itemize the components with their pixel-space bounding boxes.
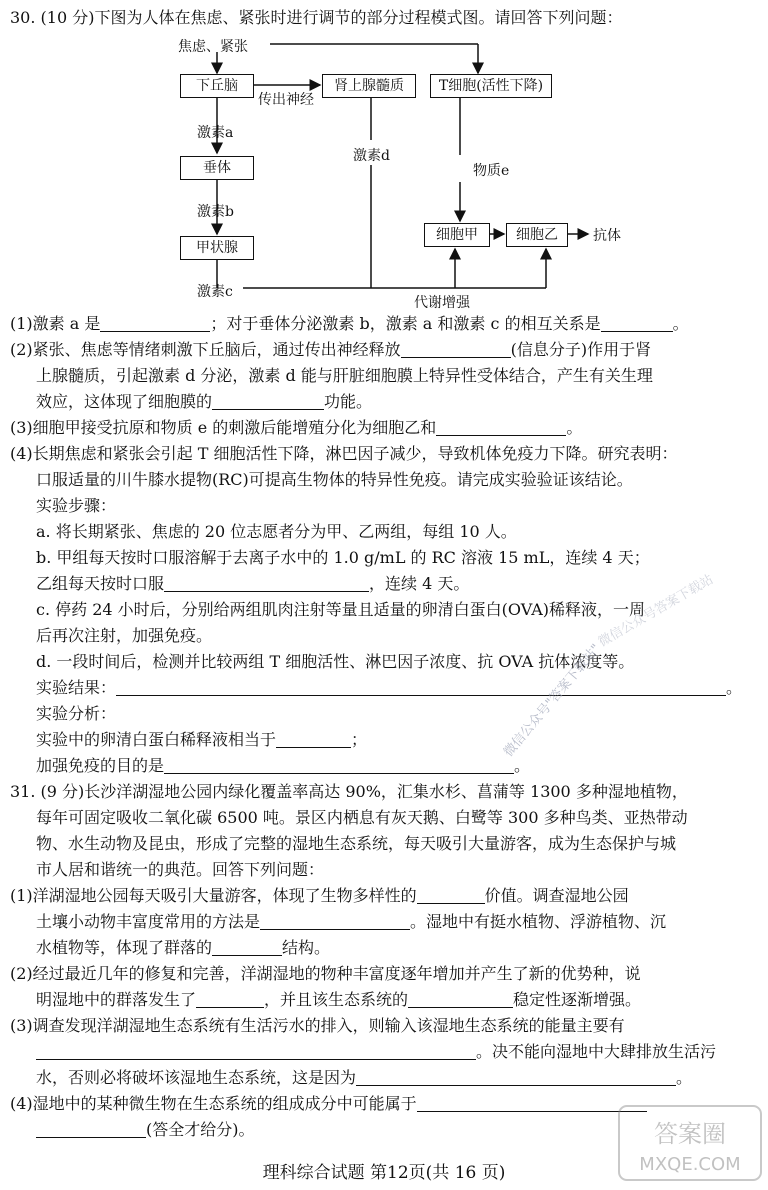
- answer-blank[interactable]: [276, 731, 351, 748]
- box-tcell: T细胞(活性下降): [430, 74, 552, 98]
- q30-step-a: a. 将长期紧张、焦虑的 20 位志愿者分为甲、乙两组，每组 10 人。: [36, 522, 517, 541]
- q31-stem-line1: 31. (9 分)长沙洋湖湿地公园内绿化覆盖率高达 90%，汇集水杉、菖蒲等 1300 多种湿地植物，: [10, 782, 688, 801]
- answer-blank[interactable]: [116, 679, 726, 696]
- q30-step-c1: c. 停药 24 小时后，分别给两组肌肉注射等量且适量的卵清白蛋白(OVA)稀释液，一周: [36, 600, 646, 619]
- answer-blank[interactable]: [408, 991, 513, 1008]
- label-hormone-c: 激素c: [197, 284, 233, 300]
- page-footer: 理科综合试题 第12页(共 16 页): [262, 1163, 506, 1183]
- q30-analysis-1: 实验中的卵清白蛋白稀释液相当于 ；: [36, 730, 368, 749]
- q31-sub1-line1: (1)洋湖湿地公园每天吸引大量游客，体现了生物多样性的 价值。调查湿地公园: [10, 886, 629, 905]
- label-hormone-b: 激素b: [197, 204, 234, 220]
- answer-blank[interactable]: [196, 991, 264, 1008]
- q31-sub1-line3: 水植物等，体现了群落的 结构。: [36, 938, 331, 957]
- box-pituitary: 垂体: [180, 156, 254, 180]
- box-cell-a: 细胞甲: [424, 223, 490, 247]
- answer-blank[interactable]: [417, 887, 485, 904]
- label-metabolism: 代谢增强: [414, 295, 470, 311]
- q31-stem-line2: 每年可固定吸收二氧化碳 6500 吨。景区内栖息有灰天鹅、白鹭等 300 多种鸟类、亚热带动: [36, 808, 688, 827]
- q30-analysis-2: 加强免疫的目的是 。: [36, 756, 531, 775]
- label-hormone-a: 激素a: [197, 125, 234, 141]
- q31-stem-line4: 市人居和谐统一的典范。回答下列问题：: [36, 860, 325, 879]
- answer-blank[interactable]: [417, 1095, 647, 1112]
- q31-sub4-line2: (答全才给分)。: [36, 1119, 255, 1141]
- label-antibody: 抗体: [593, 228, 621, 244]
- answer-blank[interactable]: [260, 913, 410, 930]
- q30-sub2-line3: 效应，这体现了细胞膜的 功能。: [36, 392, 373, 411]
- q30-sub2-line2: 上腺髓质，引起激素 d 分泌，激素 d 能与肝脏细胞膜上特异性受体结合，产生有关生理: [36, 366, 653, 385]
- answer-blank[interactable]: [212, 393, 324, 410]
- answer-blank[interactable]: [100, 315, 210, 332]
- answer-site-logo: [615, 1100, 765, 1185]
- q31-sub1-line2: 土壤小动物丰富度常用的方法是 。湿地中有挺水植物、浮游植物、沉: [36, 912, 667, 931]
- q30-sub1: (1)激素 a 是 ；对于垂体分泌激素 b，激素 a 和激素 c 的相互关系是 。: [10, 314, 689, 333]
- q30-step-c2: 后再次注射，加强免疫。: [36, 626, 213, 645]
- box-cell-b: 细胞乙: [506, 223, 568, 247]
- box-hypothalamus: 下丘脑: [180, 74, 254, 98]
- label-hormone-d: 激素d: [353, 148, 390, 164]
- q30-step-b2: 乙组每天按时口服 ，连续 4 天。: [36, 574, 470, 593]
- label-efferent-nerve: 传出神经: [258, 92, 314, 108]
- q31-sub3-line1: (3)调查发现洋湖湿地生态系统有生活污水的排入，则输入该湿地生态系统的能量主要有: [10, 1016, 625, 1035]
- q31-stem-line3: 物、水生动物及昆虫，形成了完整的湿地生态系统，每天吸引大量游客，成为生态保护与城: [36, 834, 677, 853]
- q30-sub2: (2)紧张、焦虑等情绪刺激下丘脑后，通过传出神经释放 (信息分子)作用于肾: [10, 340, 652, 359]
- q30-step-b1: b. 甲组每天按时口服溶解于去离子水中的 1.0 g/mL 的 RC 溶液 15 mL，连续 4 天；: [36, 548, 650, 567]
- q31-sub2-line1: (2)经过最近几年的修复和完善，洋湖湿地的物种丰富度逐年增加并产生了新的优势种，说: [10, 964, 641, 983]
- q30-sub4-line2: 口服适量的川牛膝水提物(RC)可提高生物体的特异性免疫。请完成实验验证该结论。: [36, 470, 633, 489]
- q30-sub3: (3)细胞甲接受抗原和物质 e 的刺激后能增殖分化为细胞乙和 。: [10, 418, 583, 437]
- answer-blank[interactable]: [164, 757, 514, 774]
- q30-steps-heading: 实验步骤：: [36, 496, 117, 515]
- box-thyroid: 甲状腺: [180, 236, 254, 260]
- answer-blank[interactable]: [601, 315, 673, 332]
- answer-blank[interactable]: [36, 1121, 146, 1138]
- answer-blank[interactable]: [436, 419, 566, 436]
- watermark-wechat: 微信公众号"答案下载站": [501, 641, 604, 760]
- q31-sub2-line2: 明湿地中的群落发生了 ，并且该生态系统的 稳定性逐渐增强。: [36, 990, 642, 1009]
- q31-sub4-line1: (4)湿地中的某种微生物在生态系统的组成成分中可能属于: [10, 1093, 647, 1115]
- answer-blank[interactable]: [36, 1043, 476, 1060]
- svg-text:MXQE.COM: MXQE.COM: [639, 1154, 741, 1175]
- q30-stem: 30. (10 分)下图为人体在焦虑、紧张时进行调节的部分过程模式图。请回答下列问题：: [10, 8, 623, 27]
- watermark-faint: 微信公众号答案下载站: [595, 572, 717, 651]
- q30-result: 实验结果： 。: [36, 678, 743, 697]
- q30-sub4-line1: (4)长期焦虑和紧张会引起 T 细胞活性下降，淋巴因子减少，导致机体免疫力下降。研究表明：: [10, 444, 678, 463]
- answer-blank[interactable]: [212, 939, 282, 956]
- q31-sub3-line2: 。决不能向湿地中大肆排放生活污: [36, 1041, 716, 1063]
- box-adrenal-medulla: 肾上腺髓质: [322, 74, 416, 98]
- label-substance-e: 物质e: [473, 163, 510, 179]
- answer-blank[interactable]: [356, 1069, 676, 1086]
- q31-sub3-line3: 水，否则必将破坏该湿地生态系统，这是因为 。: [36, 1068, 693, 1087]
- answer-blank[interactable]: [401, 341, 511, 358]
- label-anxiety: 焦虑、紧张: [178, 39, 248, 55]
- answer-blank[interactable]: [164, 575, 369, 592]
- q30-step-d: d. 一段时间后，检测并比较两组 T 细胞活性、淋巴因子浓度、抗 OVA 抗体浓度等。: [36, 652, 635, 671]
- svg-text:答案圈: 答案圈: [654, 1120, 726, 1148]
- q30-analysis-heading: 实验分析：: [36, 704, 117, 723]
